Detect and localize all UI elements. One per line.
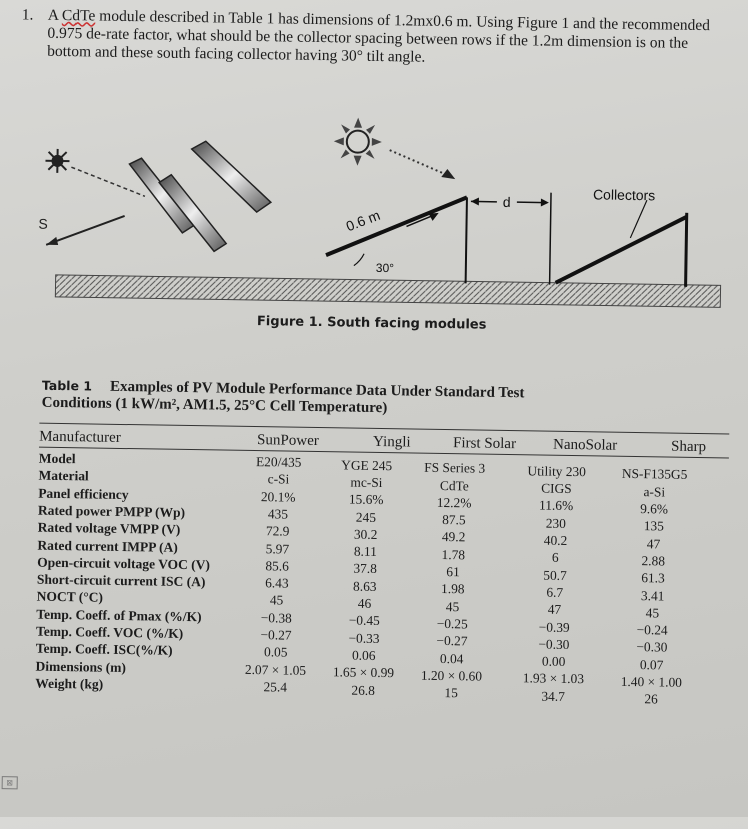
table-title xyxy=(42,377,732,423)
table-cell: 9.6% xyxy=(604,501,704,519)
table-cell: −0.30 xyxy=(504,636,604,654)
table-cell: 0.04 xyxy=(402,650,502,668)
question-text xyxy=(47,7,722,72)
table-cell: 15 xyxy=(401,684,501,702)
table-cell: 1.98 xyxy=(403,581,503,599)
row-label: Rated current IMPP (A) xyxy=(37,537,178,555)
table-title-line1: Examples of PV Module Performance Data Under Standard Test xyxy=(110,379,525,402)
table-cell: 47 xyxy=(504,601,604,619)
table-top-rule xyxy=(39,423,729,435)
table-cell: −0.33 xyxy=(314,630,414,648)
table-cell: 30.2 xyxy=(316,526,416,544)
table-cell: 8.63 xyxy=(315,578,415,596)
row-label: Panel efficiency xyxy=(38,485,129,502)
row-label: Temp. Coeff. of Pmax (%/K) xyxy=(36,606,201,625)
big-sun-icon xyxy=(333,117,382,166)
row-label: Rated voltage VMPP (V) xyxy=(38,520,181,538)
question-block xyxy=(21,6,722,71)
row-label: NOCT (°C) xyxy=(37,589,104,606)
row-label: Dimensions (m) xyxy=(35,658,126,675)
row-label: Temp. Coeff. ISC(%/K) xyxy=(36,641,173,659)
table-cell: 1.40 × 1.00 xyxy=(601,674,701,692)
collector-2 xyxy=(556,215,687,285)
table-cell: −0.25 xyxy=(402,615,502,633)
row-label: Material xyxy=(38,468,88,485)
table-cell: E20/435 xyxy=(229,454,329,472)
table-label: Table 1 xyxy=(42,378,92,394)
row-label: Short-circuit current ISC (A) xyxy=(37,572,206,591)
column-header-yingli: Yingli xyxy=(373,434,411,452)
small-sun-icon xyxy=(45,149,69,173)
row-label: Open-circuit voltage VOC (V) xyxy=(37,554,210,573)
row-label: Rated power PMPP (Wp) xyxy=(38,503,185,521)
table-cell: 5.97 xyxy=(227,540,327,558)
table-cell: 0.05 xyxy=(226,644,326,662)
table-cell: 20.1% xyxy=(228,488,328,506)
ground-hatch xyxy=(55,275,720,307)
row-label: Model xyxy=(39,451,76,468)
south-arrow xyxy=(46,215,124,246)
table-cell: Utility 230 xyxy=(507,463,607,481)
table-cell: 0.07 xyxy=(602,656,702,674)
sun-ray-dotted xyxy=(389,150,447,175)
table-cell: −0.27 xyxy=(226,627,326,645)
question-text-rest: module described in Table 1 has dimensions of 1.2mx0.6 m. Using Figure 1 and the recommended 0.975 de-rate factor, what should be the collector spacing between rows if the 1.2m dimension is on the bottom and these south facing collector having 30° tilt angle. xyxy=(47,8,710,66)
table-cell: 0.06 xyxy=(314,647,414,665)
figure-caption: Figure 1. South facing modules xyxy=(257,314,487,333)
table-cell: 50.7 xyxy=(505,567,605,585)
question-number: 1. xyxy=(22,6,34,24)
pv-data-table xyxy=(39,429,729,440)
table-cell: 1.93 × 1.03 xyxy=(503,670,603,688)
table-cell: YGE 245 xyxy=(317,457,417,475)
table-cell: 61.3 xyxy=(603,570,703,588)
table-cell: 40.2 xyxy=(505,532,605,550)
table-cell: 15.6% xyxy=(316,491,416,509)
table-cell: −0.24 xyxy=(602,622,702,640)
table-cell: −0.39 xyxy=(504,618,604,636)
south-label: S xyxy=(38,216,48,232)
table-cell: 8.11 xyxy=(315,543,415,561)
table-cell: 2.07 × 1.05 xyxy=(225,661,325,679)
table-title-line2: Conditions (1 kW/m², AM1.5, 25°C Cell Temperature) xyxy=(42,395,732,423)
table-cell: c-Si xyxy=(228,471,328,489)
column-header-sunpower: SunPower xyxy=(257,432,319,450)
row-label: Weight (kg) xyxy=(35,676,103,693)
table-cell: 47 xyxy=(603,535,703,553)
cdte-spellcheck-word[interactable]: CdTe xyxy=(62,7,96,25)
column-header-nanosolar: NanoSolar xyxy=(553,437,617,455)
tilted-panels-3d xyxy=(128,140,272,252)
table-cell: 245 xyxy=(316,509,416,527)
table-header-manufacturer: Manufacturer xyxy=(39,429,121,447)
table-cell: CdTe xyxy=(404,477,504,495)
table-cell: 26.8 xyxy=(313,682,413,700)
collectors-label: Collectors xyxy=(593,186,655,203)
table-cell: 6.7 xyxy=(505,584,605,602)
table-cell: −0.27 xyxy=(402,633,502,651)
table-cell: 11.6% xyxy=(506,497,606,515)
table-cell: 2.88 xyxy=(603,552,703,570)
table-cell: 6 xyxy=(505,549,605,567)
table-cell: −0.30 xyxy=(602,639,702,657)
column-header-sharp: Sharp xyxy=(671,439,706,457)
row-label: Temp. Coeff. VOC (%/K) xyxy=(36,624,183,642)
table-cell: 230 xyxy=(506,515,606,533)
table-cell: 34.7 xyxy=(503,688,603,706)
table-cell: 25.4 xyxy=(225,679,325,697)
table-cell: 46 xyxy=(314,595,414,613)
table-cell: 1.65 × 0.99 xyxy=(313,664,413,682)
spacing-label: d xyxy=(503,194,511,210)
table-cell: 1.20 × 0.60 xyxy=(401,667,501,685)
table-cell: 45 xyxy=(226,592,326,610)
table-cell: 49.2 xyxy=(403,529,503,547)
table-cell: 45 xyxy=(602,604,702,622)
table-cell: 72.9 xyxy=(228,523,328,541)
column-header-first-solar: First Solar xyxy=(453,435,516,453)
collectors-leader xyxy=(630,200,647,238)
table-cell: 26 xyxy=(601,691,701,709)
length-label: 0.6 m xyxy=(344,207,382,235)
table-cell: 135 xyxy=(604,518,704,536)
angle-label: 30° xyxy=(376,261,395,275)
table-cell: −0.45 xyxy=(314,612,414,630)
table-cell: mc-Si xyxy=(316,474,416,492)
table-cell: NS-F135G5 xyxy=(605,466,705,484)
table-cell: CIGS xyxy=(506,480,606,498)
table-cell: 0.00 xyxy=(504,653,604,671)
table-cell: FS Series 3 xyxy=(405,460,505,478)
table-cell: 87.5 xyxy=(404,512,504,530)
table-cell: 37.8 xyxy=(315,560,415,578)
table-cell: 45 xyxy=(402,598,502,616)
sun-ray-dashed xyxy=(71,167,145,196)
table-cell: 3.41 xyxy=(603,587,703,605)
table-cell: 12.2% xyxy=(404,494,504,512)
table-cell: 6.43 xyxy=(227,575,327,593)
table-cell: 61 xyxy=(403,563,503,581)
table-cell: 85.6 xyxy=(227,557,327,575)
broken-image-icon: ⊠ xyxy=(2,776,18,789)
table-cell: a-Si xyxy=(604,483,704,501)
table-cell: 435 xyxy=(228,506,328,524)
question-text-start: A xyxy=(48,7,62,24)
table-cell: 1.78 xyxy=(403,546,503,564)
table-cell: −0.38 xyxy=(226,609,326,627)
